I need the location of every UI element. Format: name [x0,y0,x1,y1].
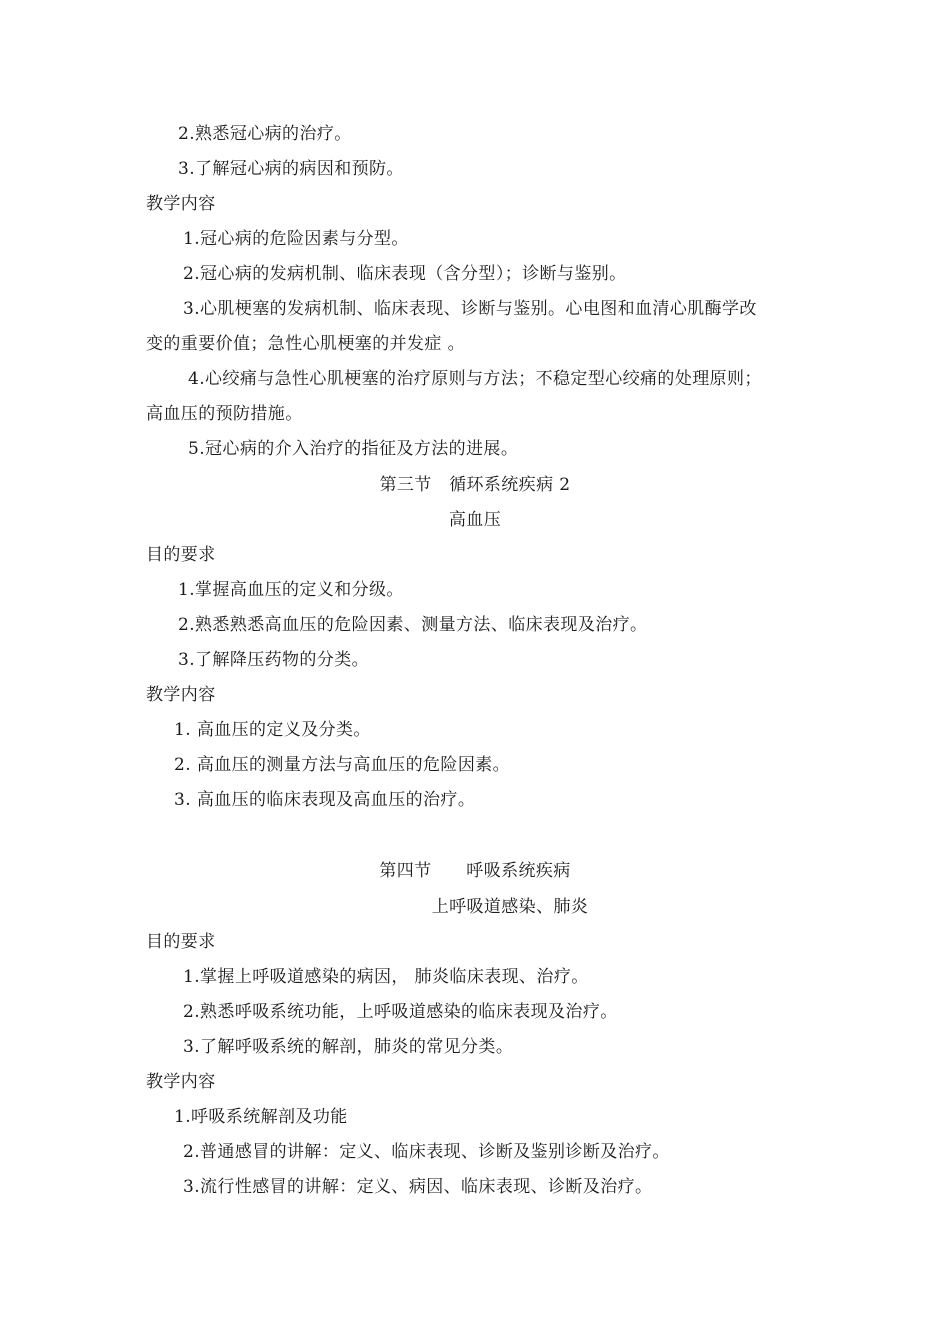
content-item-continued: 高血压的预防措施。 [146,404,303,424]
content-item: 2. 高血压的测量方法与高血压的危险因素。 [174,755,511,775]
content-item-continued: 变的重要价值；急性心肌梗塞的并发症 。 [146,334,466,354]
content-item: 3.流行性感冒的讲解：定义、病因、临床表现、诊断及治疗。 [183,1177,653,1197]
content-item: 3.心肌梗塞的发病机制、临床表现、诊断与鉴别。心电图和血清心肌酶学改 [183,299,757,319]
teaching-content-heading: 教学内容 [146,685,216,705]
teaching-content-heading: 教学内容 [146,194,216,214]
goals-heading: 目的要求 [146,932,216,952]
content-item: 4.心绞痛与急性心肌梗塞的治疗原则与方法；不稳定型心绞痛的处理原则； [188,369,762,389]
goal-item: 2.熟悉冠心病的治疗。 [178,124,352,144]
goal-item: 2.熟悉熟悉高血压的危险因素、测量方法、临床表现及治疗。 [178,615,648,635]
goal-item: 3.了解降压药物的分类。 [178,650,370,670]
content-item: 5.冠心病的介入治疗的指征及方法的进展。 [188,439,519,459]
goal-item: 3.了解呼吸系统的解剖，肺炎的常见分类。 [183,1037,514,1057]
content-item: 2.冠心病的发病机制、临床表现（含分型）；诊断与鉴别。 [183,264,627,284]
content-item: 3. 高血压的临床表现及高血压的治疗。 [174,790,476,810]
content-item: 1. 高血压的定义及分类。 [174,720,371,740]
goals-heading: 目的要求 [146,545,216,565]
section-subtitle: 上呼吸道感染、肺炎 [431,897,589,917]
content-item: 2.普通感冒的讲解：定义、临床表现、诊断及鉴别诊断及治疗。 [183,1142,670,1162]
content-item: 1.呼吸系统解剖及功能 [174,1107,348,1127]
section-title: 第四节 呼吸系统疾病 [379,861,571,881]
goal-item: 1.掌握高血压的定义和分级。 [178,580,404,600]
goal-item: 3.了解冠心病的病因和预防。 [178,159,404,179]
goal-item: 2.熟悉呼吸系统功能，上呼吸道感染的临床表现及治疗。 [183,1002,618,1022]
section-subtitle: 高血压 [448,510,502,530]
section-title: 第三节 循环系统疾病 2 [379,475,571,495]
teaching-content-heading: 教学内容 [146,1072,216,1092]
goal-item: 1.掌握上呼吸道感染的病因， 肺炎临床表现、治疗。 [183,967,589,987]
content-item: 1.冠心病的危险因素与分型。 [183,229,409,249]
